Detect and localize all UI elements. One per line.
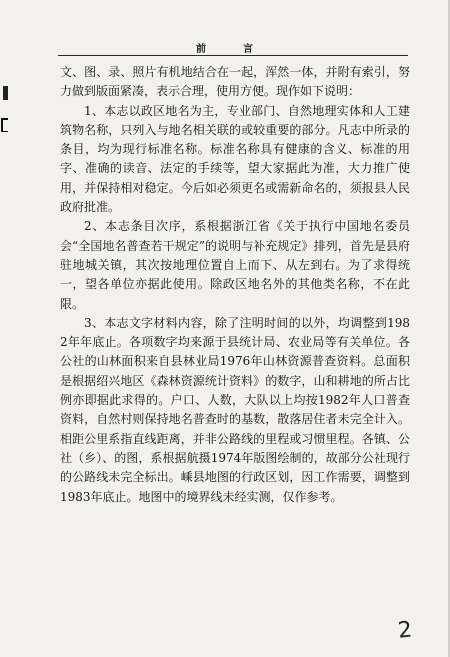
- header-char-right: 言: [243, 44, 254, 55]
- paragraph-item-1: 1、本志以政区地名为主，专业部门、自然地理实体和人工建筑物名称，只列入与地名相关联的或较重要的部分。凡志中所录的条目，均为现行标准名称。标准名称具有健康的含义、标准的用字、准确的读音、法定的手续等，望大家据此为准，大力推广使用，并保持相对稳定。今后如必须更名或需新命名的，须报县人民政府批准。: [60, 103, 410, 215]
- paragraph-continuation: 文、图、录、照片有机地结合在一起，浑然一体，并附有索引，努力做到版面紧凑，表示合理，使用方便。现作如下说明：: [60, 65, 410, 99]
- header-char-left: 前: [196, 44, 207, 55]
- paragraph-item-3: 3、本志文字材料内容，除了注明时间的以外，均调整到1982年年底止。各项数字均来源于县统计局、农业局等有关单位。各公社的山林面积来自县林业局1976年山林资源普查资料。总面积是根据绍兴地区《森林资源统计资料》的数字，山和耕地的所占比例亦即据此求得的。户口、人数，大队以上均按1982年人口普查资料，自然村则保持地名普查时的基数，散落居住者未完全计入。相距公里系指直线距离，并非公路线的里程或习惯里程。各镇、公社（乡）、的图，系根据航摄1974年版图绘制的，故部分公社现行的公路线未完全标出。嵊县地图的行政区划，因工作需要，调整到1983年底止。地图中的境界线未经实测，仅作参考。: [60, 315, 410, 504]
- handwritten-page-number: 2: [396, 617, 414, 644]
- binding-bracket: [1, 118, 8, 132]
- header-rule: [58, 55, 408, 56]
- binding-mark: [3, 86, 8, 100]
- preface-body: [60, 63, 410, 507]
- running-header: [0, 40, 450, 55]
- paragraph-item-2: 2、本志条目次序，系根据浙江省《关于执行中国地名委员会“全国地名普查若干规定”的说明与补充规定》排列，首先是县府驻地城关镇，其次按地理位置自上而下、从左到右。为了求得统一，望各单位亦据此使用。除政区地名外的其他类名称，不在此限。: [60, 219, 410, 311]
